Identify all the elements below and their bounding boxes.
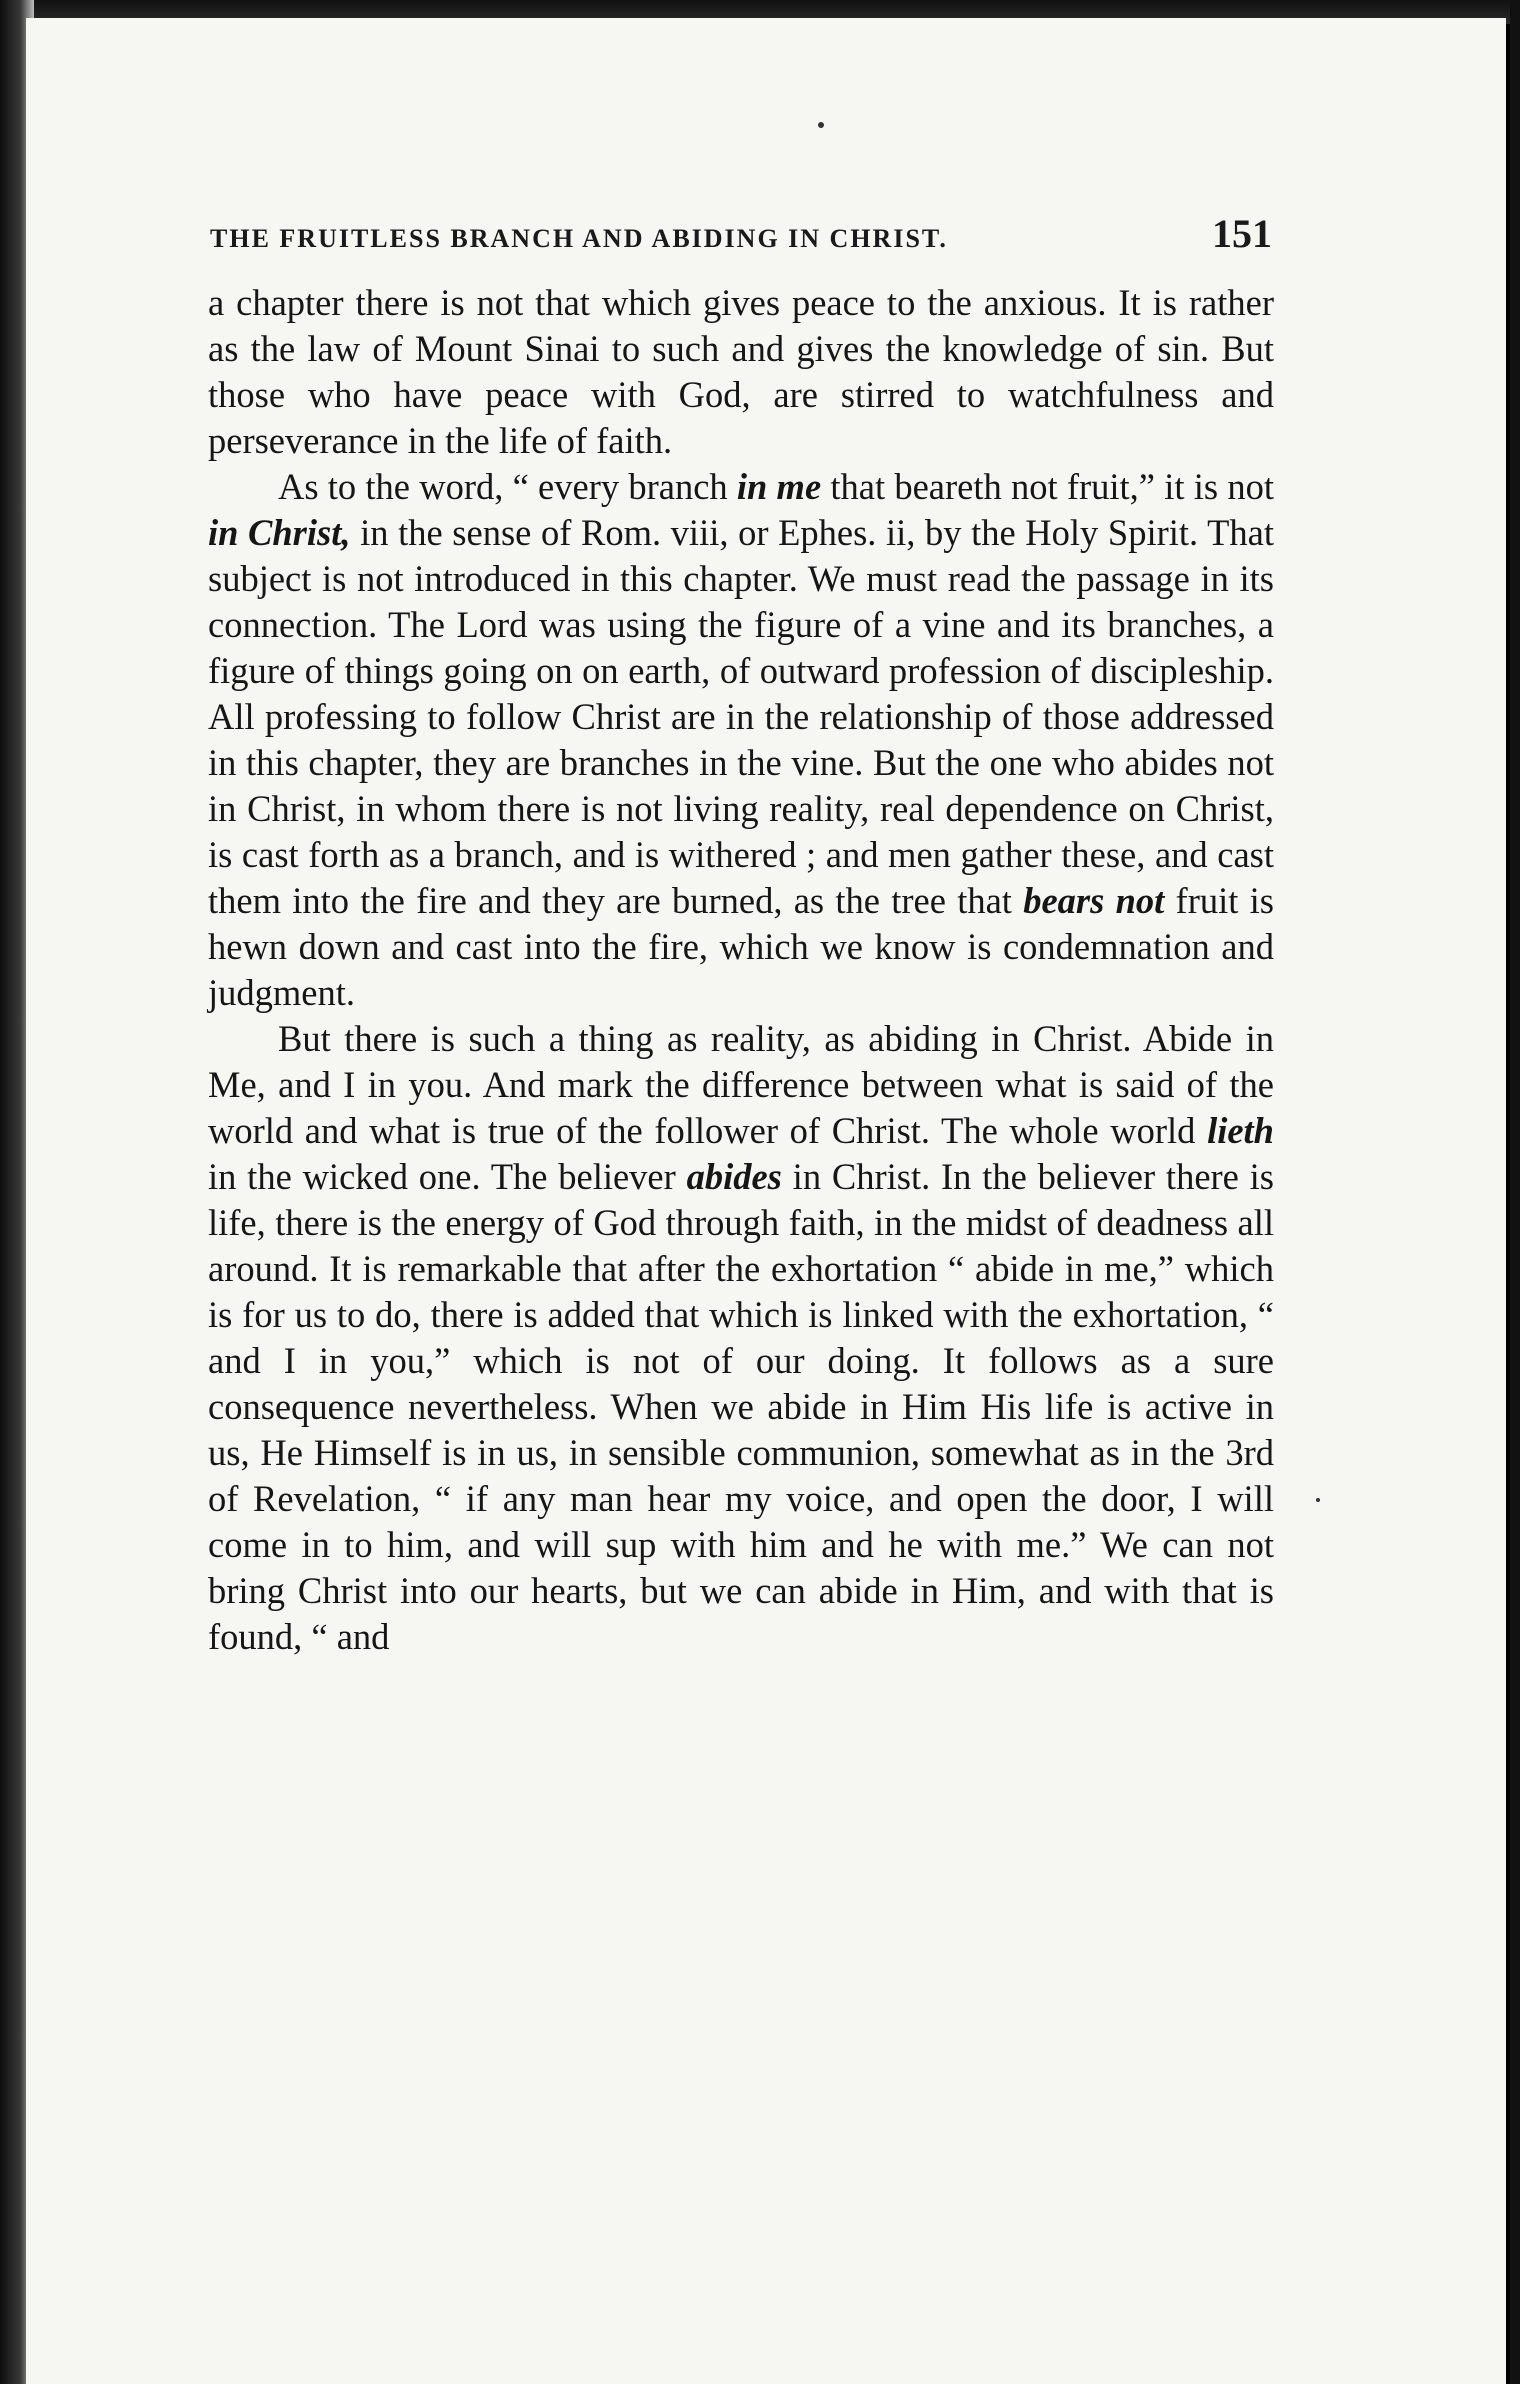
body-text [208, 280, 1274, 1660]
italic-run: bears not [1023, 880, 1165, 921]
text-run: a chapter there is not that which gives peace to the anxious. It is rather as the law of Mount Sinai to such and gives the knowledge of sin. But those who have peace with God, are stirred to watchfulness and perseverance in the life of faith. [208, 282, 1274, 461]
ink-speck [1316, 1498, 1320, 1502]
paragraph [208, 1016, 1274, 1660]
paragraph [208, 464, 1274, 1016]
text-run: As to the word, “ every branch [278, 466, 737, 507]
italic-run: in Christ, [208, 512, 351, 553]
running-title: THE FRUITLESS BRANCH AND ABIDING IN CHRIST. [210, 224, 948, 253]
running-header [210, 210, 1272, 257]
italic-run: in me [736, 466, 822, 507]
text-run: But there is such a thing as reality, as abiding in Christ. Abide in Me, and I in you. And mark the difference between what is said of the world and what is true of the follower of Christ. The whole world [208, 1018, 1274, 1151]
text-run: in the wicked one. The believer [208, 1156, 687, 1197]
text-run: fruit is hewn down and cast into the fire, which we know is condemnation and judgment. [208, 880, 1274, 1013]
paragraph [208, 280, 1274, 464]
page-number: 151 [1212, 211, 1272, 256]
scan-right-edge [1510, 0, 1520, 2384]
italic-run: abides [686, 1156, 782, 1197]
text-run: in the sense of Rom. viii, or Ephes. ii, by the Holy Spirit. That subject is not introduced in this chapter. We must read the passage in its connection. The Lord was using the figure of a vine and its branches, a figure of things going on on earth, of outward profession of discipleship. All professing to follow Christ are in the relationship of those addressed in this chapter, they are branches in the vine. But the one who abides not in Christ, in whom there is not living reality, real dependence on Christ, is cast forth as a branch, and is withered ; and men gather these, and cast them into the fire and they are burned, as the tree that [208, 512, 1274, 921]
ink-speck [818, 122, 824, 128]
text-run: in Christ. In the believer there is life, there is the energy of God through faith, in the midst of deadness all around. It is remarkable that after the exhortation “ abide in me,” which is for us to do, there is added that which is linked with the exhortation, “ and I in you,” which is not of our doing. It follows as a sure consequence nevertheless. When we abide in Him His life is active in us, He Himself is in us, in sensible communion, somewhat as in the 3rd of Revelation, “ if any man hear my voice, and open the door, I will come in to him, and will sup with him and he with me.” We can not bring Christ into our hearts, but we can abide in Him, and with that is found, “ and [208, 1156, 1275, 1657]
text-run: that beareth not fruit,” it is not [821, 466, 1274, 507]
italic-run: lieth [1207, 1110, 1274, 1151]
